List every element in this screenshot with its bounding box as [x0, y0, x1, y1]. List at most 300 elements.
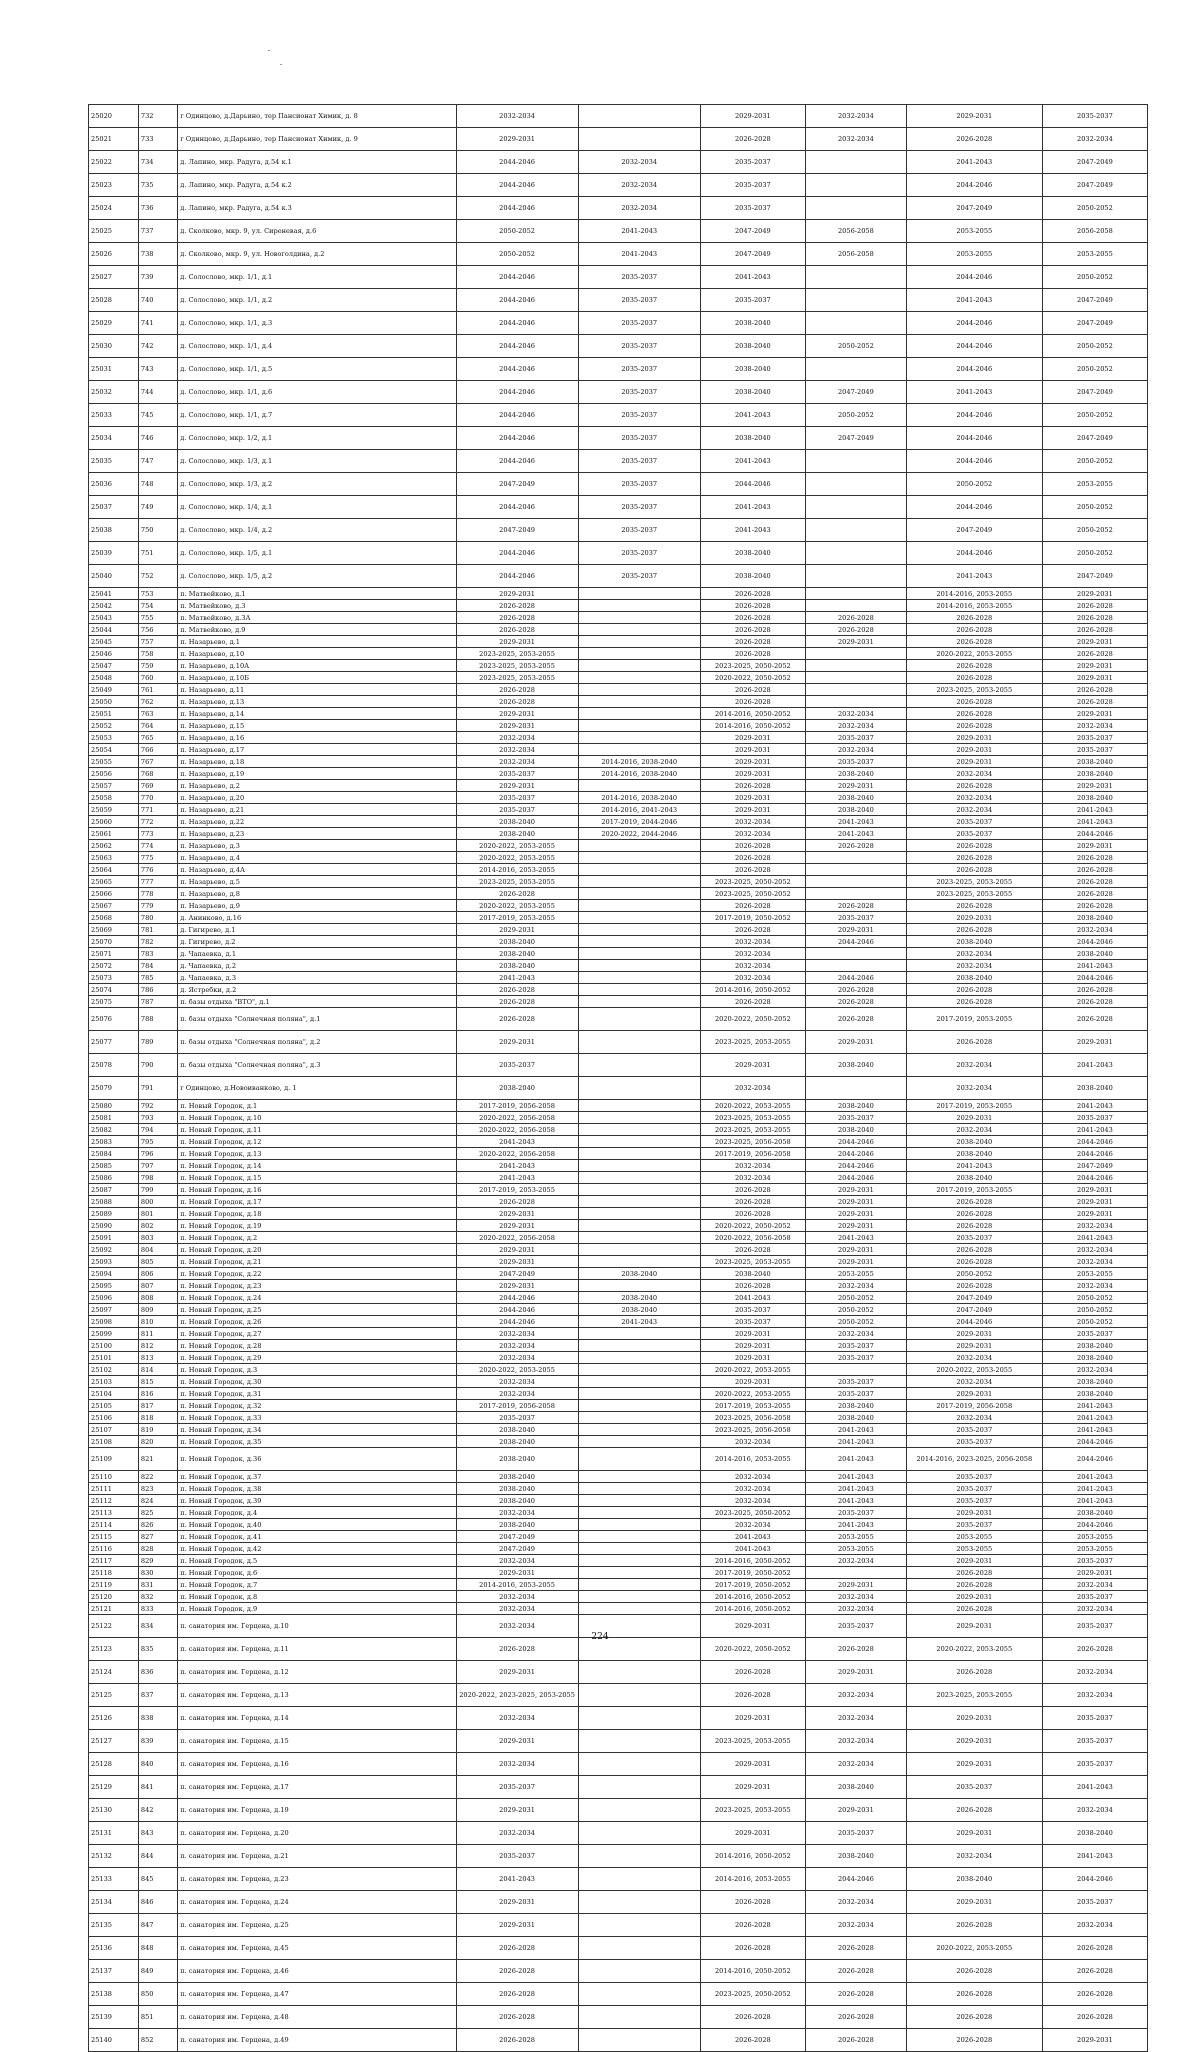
- period-cell: 2029-2031: [456, 1567, 578, 1579]
- record-number-cell: 25059: [89, 804, 139, 816]
- item-number-cell: 821: [138, 1448, 177, 1471]
- item-number-cell: 765: [138, 732, 177, 744]
- period-cell: 2044-2046: [1042, 1519, 1147, 1531]
- record-number-cell: 25048: [89, 672, 139, 684]
- period-cell: 2026-2028: [805, 984, 906, 996]
- item-number-cell: 825: [138, 1507, 177, 1519]
- period-cell: 2023-2025, 2050-2052: [700, 876, 805, 888]
- period-cell: 2017-2019, 2056-2058: [906, 1400, 1042, 1412]
- address-cell: п. санатория им. Герцена, д.45: [178, 1937, 456, 1960]
- address-cell: п. Назарьево, д.19: [178, 768, 456, 780]
- record-number-cell: 25086: [89, 1172, 139, 1184]
- table-row: [89, 1364, 1148, 1376]
- period-cell: [578, 924, 700, 936]
- record-number-cell: 25033: [89, 404, 139, 427]
- period-cell: [578, 1077, 700, 1100]
- address-cell: п. Новый Городок, д.31: [178, 1388, 456, 1400]
- scan-speck: [280, 64, 282, 65]
- table-row: [89, 1567, 1148, 1579]
- period-cell: 2038-2040: [906, 972, 1042, 984]
- address-cell: д. Гигирево, д.2: [178, 936, 456, 948]
- period-cell: 2029-2031: [805, 1244, 906, 1256]
- address-cell: п. Назарьево, д.17: [178, 744, 456, 756]
- address-cell: д. Чапаевка, д.2: [178, 960, 456, 972]
- item-number-cell: 808: [138, 1292, 177, 1304]
- period-cell: 2038-2040: [1042, 1376, 1147, 1388]
- period-cell: [805, 660, 906, 672]
- period-cell: 2023-2025, 2053-2055: [700, 1799, 805, 1822]
- table-row: [89, 1376, 1148, 1388]
- period-cell: 2047-2049: [1042, 289, 1147, 312]
- period-cell: 2029-2031: [906, 1340, 1042, 1352]
- period-cell: 2032-2034: [456, 1753, 578, 1776]
- period-cell: 2047-2049: [456, 519, 578, 542]
- period-cell: [578, 1471, 700, 1483]
- period-cell: 2020-2022, 2050-2052: [700, 1220, 805, 1232]
- table-row: [89, 381, 1148, 404]
- address-cell: п. санатория им. Герцена, д.24: [178, 1891, 456, 1914]
- period-cell: 2035-2037: [1042, 1112, 1147, 1124]
- address-cell: п. Новый Городок, д.18: [178, 1208, 456, 1220]
- address-cell: п. Новый Городок, д.6: [178, 1567, 456, 1579]
- period-cell: 2047-2049: [1042, 1160, 1147, 1172]
- period-cell: 2026-2028: [906, 996, 1042, 1008]
- period-cell: 2026-2028: [456, 996, 578, 1008]
- period-cell: 2035-2037: [456, 768, 578, 780]
- period-cell: 2044-2046: [1042, 1448, 1147, 1471]
- period-cell: 2026-2028: [906, 660, 1042, 672]
- table-row: [89, 792, 1148, 804]
- item-number-cell: 732: [138, 105, 177, 128]
- period-cell: 2035-2037: [700, 1316, 805, 1328]
- period-cell: 2032-2034: [578, 174, 700, 197]
- period-cell: 2032-2034: [805, 1684, 906, 1707]
- address-cell: п. Новый Городок, д.14: [178, 1160, 456, 1172]
- period-cell: 2044-2046: [1042, 936, 1147, 948]
- record-number-cell: 25022: [89, 151, 139, 174]
- table-row: [89, 1292, 1148, 1304]
- period-cell: [578, 1448, 700, 1471]
- table-row: [89, 128, 1148, 151]
- record-number-cell: 25109: [89, 1448, 139, 1471]
- record-number-cell: 25115: [89, 1531, 139, 1543]
- period-cell: 2053-2055: [805, 1531, 906, 1543]
- table-row: [89, 1543, 1148, 1555]
- record-number-cell: 25088: [89, 1196, 139, 1208]
- period-cell: 2026-2028: [1042, 864, 1147, 876]
- period-cell: 2035-2037: [906, 1424, 1042, 1436]
- period-cell: 2035-2037: [1042, 1591, 1147, 1603]
- item-number-cell: 776: [138, 864, 177, 876]
- address-cell: п. базы отдыха "Солнечная поляна", д.2: [178, 1031, 456, 1054]
- period-cell: 2053-2055: [906, 1543, 1042, 1555]
- period-cell: 2038-2040: [456, 828, 578, 840]
- table-row: [89, 972, 1148, 984]
- period-cell: [578, 840, 700, 852]
- period-cell: 2026-2028: [1042, 1008, 1147, 1031]
- period-cell: [578, 1184, 700, 1196]
- period-cell: [578, 1891, 700, 1914]
- period-cell: 2029-2031: [1042, 2029, 1147, 2052]
- table-row: [89, 1268, 1148, 1280]
- period-cell: 2044-2046: [906, 1316, 1042, 1328]
- period-cell: 2029-2031: [805, 1184, 906, 1196]
- period-cell: [805, 519, 906, 542]
- period-cell: 2029-2031: [906, 912, 1042, 924]
- period-cell: [578, 1531, 700, 1543]
- table-row: [89, 888, 1148, 900]
- period-cell: 2032-2034: [906, 1376, 1042, 1388]
- period-cell: 2050-2052: [1042, 404, 1147, 427]
- table-row: [89, 828, 1148, 840]
- period-cell: 2050-2052: [805, 1316, 906, 1328]
- period-cell: 2047-2049: [906, 197, 1042, 220]
- period-cell: [805, 496, 906, 519]
- period-cell: 2038-2040: [805, 1124, 906, 1136]
- period-cell: 2029-2031: [456, 924, 578, 936]
- period-cell: 2026-2028: [456, 2029, 578, 2052]
- period-cell: 2029-2031: [1042, 780, 1147, 792]
- period-cell: 2026-2028: [906, 2029, 1042, 2052]
- period-cell: 2035-2037: [578, 404, 700, 427]
- item-number-cell: 824: [138, 1495, 177, 1507]
- address-cell: п. Назарьево, д.2: [178, 780, 456, 792]
- record-number-cell: 25073: [89, 972, 139, 984]
- record-number-cell: 25038: [89, 519, 139, 542]
- period-cell: 2026-2028: [1042, 684, 1147, 696]
- period-cell: 2035-2037: [578, 381, 700, 404]
- item-number-cell: 830: [138, 1567, 177, 1579]
- period-cell: 2032-2034: [1042, 128, 1147, 151]
- period-cell: 2029-2031: [805, 1799, 906, 1822]
- period-cell: [578, 1822, 700, 1845]
- item-number-cell: 836: [138, 1661, 177, 1684]
- period-cell: 2044-2046: [456, 565, 578, 588]
- period-cell: 2038-2040: [700, 335, 805, 358]
- item-number-cell: 778: [138, 888, 177, 900]
- table-row: [89, 1868, 1148, 1891]
- period-cell: 2041-2043: [906, 1160, 1042, 1172]
- record-number-cell: 25123: [89, 1638, 139, 1661]
- period-cell: [578, 1960, 700, 1983]
- period-cell: 2026-2028: [1042, 1960, 1147, 1983]
- period-cell: [578, 1280, 700, 1292]
- period-cell: 2026-2028: [906, 1244, 1042, 1256]
- item-number-cell: 763: [138, 708, 177, 720]
- period-cell: 2044-2046: [456, 542, 578, 565]
- period-cell: 2014-2016, 2023-2025, 2056-2058: [906, 1448, 1042, 1471]
- record-number-cell: 25032: [89, 381, 139, 404]
- period-cell: 2026-2028: [700, 612, 805, 624]
- address-cell: п. Назарьево, д.15: [178, 720, 456, 732]
- period-cell: 2032-2034: [805, 1603, 906, 1615]
- period-cell: 2026-2028: [700, 600, 805, 612]
- table-row: [89, 672, 1148, 684]
- record-number-cell: 25081: [89, 1112, 139, 1124]
- period-cell: 2053-2055: [805, 1543, 906, 1555]
- period-cell: 2032-2034: [906, 1124, 1042, 1136]
- record-number-cell: 25084: [89, 1148, 139, 1160]
- period-cell: 2035-2037: [805, 912, 906, 924]
- period-cell: 2026-2028: [805, 1960, 906, 1983]
- item-number-cell: 817: [138, 1400, 177, 1412]
- address-cell: п. Новый Городок, д.21: [178, 1256, 456, 1268]
- period-cell: 2035-2037: [456, 792, 578, 804]
- address-cell: п. санатория им. Герцена, д.15: [178, 1730, 456, 1753]
- address-cell: п. санатория им. Герцена, д.16: [178, 1753, 456, 1776]
- period-cell: 2041-2043: [456, 1136, 578, 1148]
- period-cell: 2035-2037: [578, 496, 700, 519]
- address-cell: п. Новый Городок, д.9: [178, 1603, 456, 1615]
- period-cell: [578, 588, 700, 600]
- period-cell: 2029-2031: [700, 756, 805, 768]
- address-cell: д. Солослово, мкр. 1/3, д.1: [178, 450, 456, 473]
- period-cell: 2047-2049: [906, 1292, 1042, 1304]
- period-cell: 2041-2043: [1042, 1845, 1147, 1868]
- record-number-cell: 25028: [89, 289, 139, 312]
- period-cell: 2032-2034: [1042, 924, 1147, 936]
- period-cell: 2041-2043: [1042, 1054, 1147, 1077]
- period-cell: 2026-2028: [906, 852, 1042, 864]
- period-cell: 2029-2031: [456, 1256, 578, 1268]
- address-cell: п. санатория им. Герцена, д.14: [178, 1707, 456, 1730]
- period-cell: 2047-2049: [1042, 151, 1147, 174]
- table-row: [89, 804, 1148, 816]
- item-number-cell: 826: [138, 1519, 177, 1531]
- period-cell: [578, 972, 700, 984]
- record-number-cell: 25087: [89, 1184, 139, 1196]
- period-cell: 2044-2046: [456, 1316, 578, 1328]
- period-cell: 2026-2028: [700, 2029, 805, 2052]
- table-row: [89, 1822, 1148, 1845]
- period-cell: 2032-2034: [700, 1483, 805, 1495]
- period-cell: 2035-2037: [805, 1388, 906, 1400]
- period-cell: 2017-2019, 2050-2052: [700, 1579, 805, 1591]
- period-cell: 2026-2028: [1042, 852, 1147, 864]
- period-cell: 2029-2031: [456, 720, 578, 732]
- period-cell: 2026-2028: [700, 1661, 805, 1684]
- address-cell: п. Новый Городок, д.39: [178, 1495, 456, 1507]
- table-row: [89, 1412, 1148, 1424]
- period-cell: 2044-2046: [906, 358, 1042, 381]
- item-number-cell: 850: [138, 1983, 177, 2006]
- period-cell: 2029-2031: [906, 1707, 1042, 1730]
- item-number-cell: 768: [138, 768, 177, 780]
- period-cell: 2047-2049: [456, 1531, 578, 1543]
- period-cell: 2032-2034: [1042, 1256, 1147, 1268]
- address-cell: п. Назарьево, д.3: [178, 840, 456, 852]
- period-cell: 2014-2016, 2050-2052: [700, 1591, 805, 1603]
- item-number-cell: 834: [138, 1615, 177, 1638]
- item-number-cell: 792: [138, 1100, 177, 1112]
- address-cell: д. Лапино, мкр. Радуга, д.54 к.2: [178, 174, 456, 197]
- period-cell: 2053-2055: [1042, 1531, 1147, 1543]
- record-number-cell: 25075: [89, 996, 139, 1008]
- period-cell: 2026-2028: [456, 1008, 578, 1031]
- period-cell: 2044-2046: [456, 496, 578, 519]
- record-number-cell: 25111: [89, 1483, 139, 1495]
- period-cell: 2032-2034: [805, 1730, 906, 1753]
- item-number-cell: 848: [138, 1937, 177, 1960]
- address-cell: п. базы отдыха "ВТО", д.1: [178, 996, 456, 1008]
- table-row: [89, 1983, 1148, 2006]
- schedule-table: [88, 104, 1148, 2052]
- item-number-cell: 756: [138, 624, 177, 636]
- period-cell: 2029-2031: [700, 1753, 805, 1776]
- record-number-cell: 25074: [89, 984, 139, 996]
- period-cell: 2032-2034: [700, 1077, 805, 1100]
- period-cell: 2032-2034: [805, 105, 906, 128]
- item-number-cell: 766: [138, 744, 177, 756]
- period-cell: 2050-2052: [1042, 496, 1147, 519]
- period-cell: 2032-2034: [456, 105, 578, 128]
- period-cell: 2017-2019, 2053-2055: [906, 1100, 1042, 1112]
- period-cell: [578, 600, 700, 612]
- period-cell: 2017-2019, 2056-2058: [456, 1400, 578, 1412]
- period-cell: 2026-2028: [700, 1914, 805, 1937]
- period-cell: [578, 1160, 700, 1172]
- period-cell: 2032-2034: [805, 744, 906, 756]
- table-row: [89, 1220, 1148, 1232]
- period-cell: 2020-2022, 2053-2055: [456, 900, 578, 912]
- period-cell: 2035-2037: [1042, 732, 1147, 744]
- table-row: [89, 197, 1148, 220]
- table-row: [89, 1436, 1148, 1448]
- item-number-cell: 737: [138, 220, 177, 243]
- table-row: [89, 876, 1148, 888]
- period-cell: 2032-2034: [456, 1555, 578, 1567]
- period-cell: 2032-2034: [805, 1914, 906, 1937]
- period-cell: 2026-2028: [1042, 2006, 1147, 2029]
- record-number-cell: 25079: [89, 1077, 139, 1100]
- address-cell: д. Солослово, мкр. 1/5, д.2: [178, 565, 456, 588]
- period-cell: 2026-2028: [805, 1937, 906, 1960]
- period-cell: 2014-2016, 2041-2043: [578, 804, 700, 816]
- period-cell: 2044-2046: [456, 381, 578, 404]
- period-cell: 2038-2040: [1042, 912, 1147, 924]
- record-number-cell: 25025: [89, 220, 139, 243]
- period-cell: 2014-2016, 2038-2040: [578, 792, 700, 804]
- address-cell: п. санатория им. Герцена, д.19: [178, 1799, 456, 1822]
- period-cell: 2041-2043: [1042, 1124, 1147, 1136]
- period-cell: 2038-2040: [805, 1412, 906, 1424]
- item-number-cell: 805: [138, 1256, 177, 1268]
- period-cell: 2041-2043: [700, 519, 805, 542]
- period-cell: 2038-2040: [456, 1077, 578, 1100]
- record-number-cell: 25104: [89, 1388, 139, 1400]
- address-cell: п. Новый Городок, д.17: [178, 1196, 456, 1208]
- period-cell: 2029-2031: [700, 1707, 805, 1730]
- period-cell: 2035-2037: [578, 312, 700, 335]
- address-cell: п. Назарьево, д.22: [178, 816, 456, 828]
- address-cell: п. Новый Городок, д.7: [178, 1579, 456, 1591]
- table-row: [89, 1304, 1148, 1316]
- item-number-cell: 823: [138, 1483, 177, 1495]
- period-cell: 2044-2046: [906, 542, 1042, 565]
- period-cell: 2047-2049: [700, 220, 805, 243]
- item-number-cell: 750: [138, 519, 177, 542]
- period-cell: 2038-2040: [805, 1054, 906, 1077]
- address-cell: п. Матвейково, д.9: [178, 624, 456, 636]
- period-cell: 2032-2034: [456, 1388, 578, 1400]
- period-cell: 2044-2046: [456, 404, 578, 427]
- address-cell: п. Новый Городок, д.13: [178, 1148, 456, 1160]
- item-number-cell: 822: [138, 1471, 177, 1483]
- period-cell: 2032-2034: [906, 792, 1042, 804]
- period-cell: 2026-2028: [456, 684, 578, 696]
- period-cell: 2029-2031: [805, 780, 906, 792]
- period-cell: 2041-2043: [578, 1316, 700, 1328]
- period-cell: 2029-2031: [906, 732, 1042, 744]
- period-cell: 2029-2031: [456, 128, 578, 151]
- table-row: [89, 312, 1148, 335]
- period-cell: 2032-2034: [1042, 1914, 1147, 1937]
- period-cell: 2026-2028: [1042, 1983, 1147, 2006]
- period-cell: 2035-2037: [906, 1436, 1042, 1448]
- address-cell: п. санатория им. Герцена, д.11: [178, 1638, 456, 1661]
- table-row: [89, 948, 1148, 960]
- record-number-cell: 25134: [89, 1891, 139, 1914]
- period-cell: 2038-2040: [456, 936, 578, 948]
- period-cell: 2029-2031: [906, 1507, 1042, 1519]
- period-cell: 2035-2037: [1042, 1891, 1147, 1914]
- period-cell: 2014-2016, 2053-2055: [700, 1868, 805, 1891]
- period-cell: 2053-2055: [1042, 1543, 1147, 1555]
- period-cell: [578, 2006, 700, 2029]
- table-row: [89, 565, 1148, 588]
- period-cell: 2053-2055: [1042, 473, 1147, 496]
- record-number-cell: 25106: [89, 1412, 139, 1424]
- period-cell: [805, 1567, 906, 1579]
- period-cell: [578, 708, 700, 720]
- address-cell: п. Новый Городок, д.15: [178, 1172, 456, 1184]
- period-cell: 2044-2046: [456, 335, 578, 358]
- period-cell: 2026-2028: [805, 1008, 906, 1031]
- period-cell: 2029-2031: [456, 708, 578, 720]
- period-cell: 2026-2028: [1042, 696, 1147, 708]
- period-cell: [578, 1008, 700, 1031]
- table-row: [89, 1184, 1148, 1196]
- period-cell: 2035-2037: [1042, 105, 1147, 128]
- period-cell: 2020-2022, 2053-2055: [456, 852, 578, 864]
- record-number-cell: 25116: [89, 1543, 139, 1555]
- record-number-cell: 25031: [89, 358, 139, 381]
- period-cell: 2041-2043: [805, 1471, 906, 1483]
- period-cell: 2023-2025, 2053-2055: [906, 888, 1042, 900]
- period-cell: 2023-2025, 2050-2052: [700, 888, 805, 900]
- period-cell: 2032-2034: [805, 128, 906, 151]
- table-row: [89, 1684, 1148, 1707]
- period-cell: 2041-2043: [906, 289, 1042, 312]
- period-cell: [578, 2029, 700, 2052]
- period-cell: 2029-2031: [700, 1328, 805, 1340]
- period-cell: 2029-2031: [700, 1054, 805, 1077]
- address-cell: п. санатория им. Герцена, д.17: [178, 1776, 456, 1799]
- period-cell: 2032-2034: [456, 1615, 578, 1638]
- table-row: [89, 1340, 1148, 1352]
- item-number-cell: 752: [138, 565, 177, 588]
- item-number-cell: 789: [138, 1031, 177, 1054]
- period-cell: 2026-2028: [700, 1280, 805, 1292]
- address-cell: п. Назарьево, д.5: [178, 876, 456, 888]
- period-cell: [578, 1112, 700, 1124]
- table-row: [89, 1448, 1148, 1471]
- item-number-cell: 795: [138, 1136, 177, 1148]
- address-cell: п. Новый Городок, д.4: [178, 1507, 456, 1519]
- period-cell: 2029-2031: [1042, 1567, 1147, 1579]
- record-number-cell: 25042: [89, 600, 139, 612]
- period-cell: 2026-2028: [456, 888, 578, 900]
